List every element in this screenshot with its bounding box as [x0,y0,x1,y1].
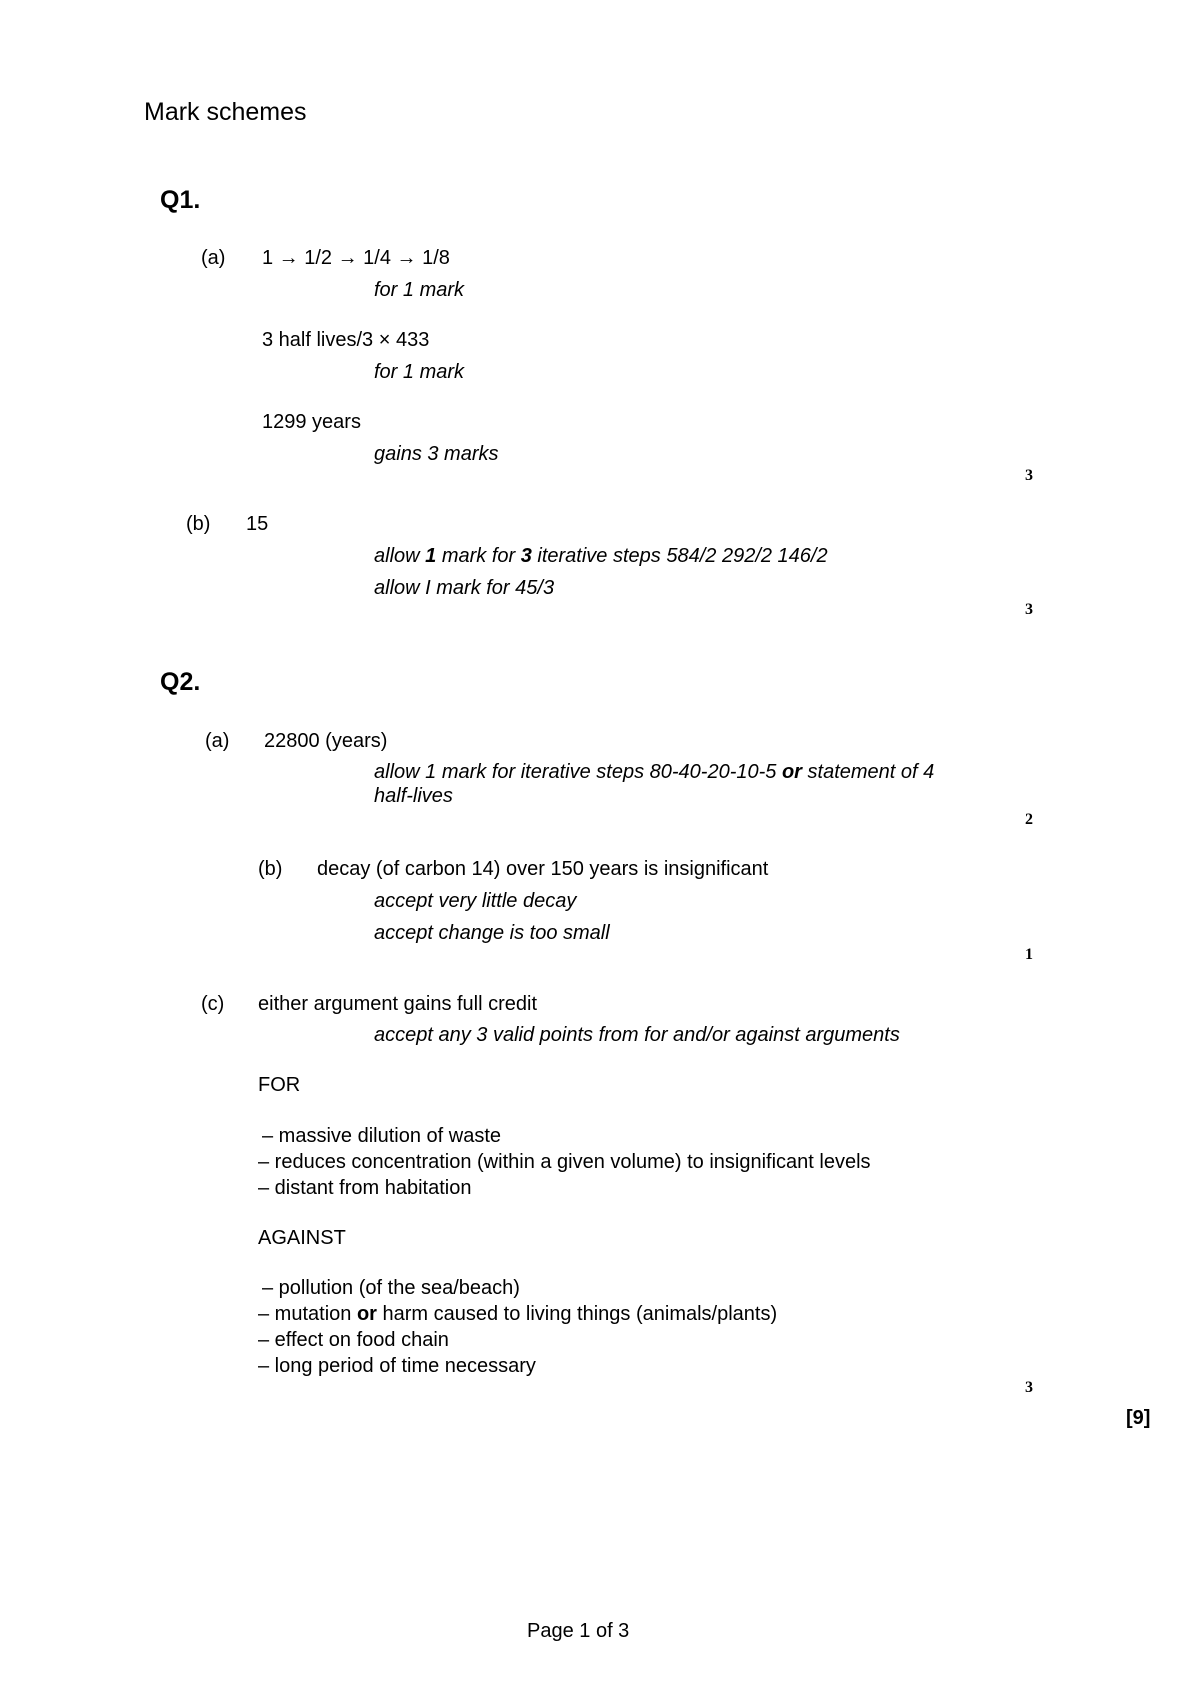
q1-part-a-label: (a) [201,247,226,269]
q1a-answer-line-1: 1 → 1/2 → 1/4 → 1/8 [262,247,450,269]
q2-part-a-label: (a) [205,730,230,752]
q2b-guidance-1: accept very little decay [374,890,577,912]
question-2-label: Q2. [160,668,201,696]
page-number: Page 1 of 3 [527,1620,630,1642]
q1a-guidance-1: for 1 mark [374,279,465,301]
q1a-guidance-3: gains 3 marks [374,443,499,465]
q2c-answer: either argument gains full credit [258,993,538,1015]
for-item-3: – distant from habitation [258,1177,472,1199]
page-title: Mark schemes [144,98,307,126]
against-heading: AGAINST [258,1227,346,1249]
q1a-guidance-2: for 1 mark [374,361,465,383]
against-item-1: – pollution (of the sea/beach) [262,1277,520,1299]
q2a-answer: 22800 (years) [264,730,388,752]
for-item-1: – massive dilution of waste [262,1125,502,1147]
question-1-label: Q1. [160,186,201,214]
q1a-answer-line-3: 1299 years [262,411,361,433]
q2a-marks: 2 [1025,811,1033,828]
q2c-marks: 3 [1025,1379,1033,1396]
q1b-marks: 3 [1025,601,1033,618]
q1b-answer: 15 [246,513,269,535]
q2-part-c-label: (c) [201,993,225,1015]
q2-part-b-label: (b) [258,858,283,880]
q1a-marks: 3 [1025,467,1033,484]
q1b-guidance-2: allow I mark for 45/3 [374,577,555,599]
for-heading: FOR [258,1074,301,1096]
q2b-marks: 1 [1025,946,1033,963]
question-total: [9] [1126,1407,1151,1429]
q1-part-b-label: (b) [186,513,211,535]
for-item-2: – reduces concentration (within a given volume) to insignificant levels [258,1151,871,1173]
against-item-4: – long period of time necessary [258,1355,536,1377]
q1a-answer-line-2: 3 half lives/3 × 433 [262,329,430,351]
q1b-guidance-1: allow 1 mark for 3 iterative steps 584/2 292/2 146/2 [374,545,828,567]
q2a-guidance: allow 1 mark for iterative steps 80-40-20-10-5 or statement of 4 half-lives [374,761,935,807]
against-item-2: – mutation or harm caused to living things (animals/plants) [258,1303,778,1325]
q2b-guidance-2: accept change is too small [374,922,610,944]
q2b-answer: decay (of carbon 14) over 150 years is insignificant [317,858,769,880]
q2c-guidance: accept any 3 valid points from for and/or against arguments [374,1024,900,1046]
against-item-3: – effect on food chain [258,1329,449,1351]
